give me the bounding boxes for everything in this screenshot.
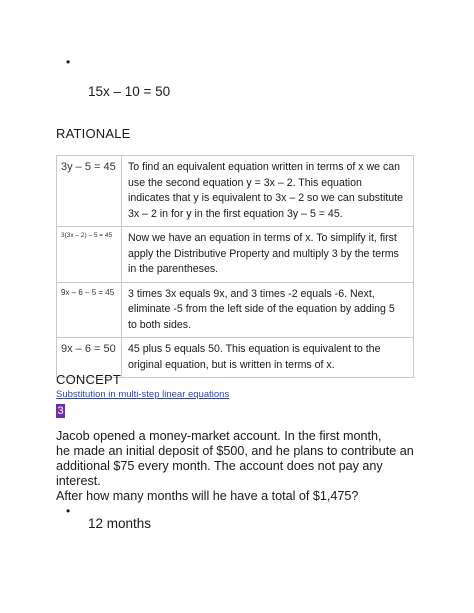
question-line: After how many months will he have a total of $1,475? <box>56 489 359 503</box>
question-line: Jacob opened a money-market account. In the first month, <box>56 429 382 443</box>
table-row <box>57 156 414 227</box>
bullet-marker: • <box>66 504 71 518</box>
concept-heading: CONCEPT <box>56 372 121 387</box>
explanation-cell: 45 plus 5 equals 50. This equation is equivalent to the original equation, but is written in terms of x. <box>122 338 414 378</box>
explanation-cell: 3 times 3x equals 9x, and 3 times -2 equals -6. Next, eliminate -5 from the left side of the equation by adding 5 to both sides. <box>122 282 414 338</box>
equation-cell: 3(3x – 2) – 5 = 45 <box>57 227 122 283</box>
answer-text: 12 months <box>88 516 152 531</box>
rationale-table <box>56 155 414 378</box>
table-row <box>57 227 414 283</box>
concept-link[interactable]: Substitution in multi-step linear equations <box>56 389 230 400</box>
equation-cell: 9x – 6 – 5 = 45 <box>57 282 122 338</box>
explanation-cell: To find an equivalent equation written in terms of x we can use the second equation y = 3x – 2. This equation indicates that y is equivalent to 3x – 2 so we can substitute 3x – 2 in for y in the first equation 3y – 5 = 45. <box>122 156 414 227</box>
question-line: he made an initial deposit of $500, and he plans to contribute an additional $75 every month. The account does not pay any interest. <box>56 444 414 488</box>
bullet-marker: • <box>66 55 71 69</box>
question-number-badge: 3 <box>57 405 64 417</box>
explanation-cell: Now we have an equation in terms of x. To simplify it, first apply the Distributive Property and multiply 3 by the terms in the parentheses. <box>122 227 414 283</box>
table-row <box>57 282 414 338</box>
answer-equation: 15x – 10 = 50 <box>88 84 171 99</box>
equation-cell: 3y – 5 = 45 <box>57 156 122 227</box>
rationale-heading: RATIONALE <box>56 126 131 141</box>
equation-cell: 9x – 6 = 50 <box>57 338 122 378</box>
question-text <box>56 429 428 504</box>
